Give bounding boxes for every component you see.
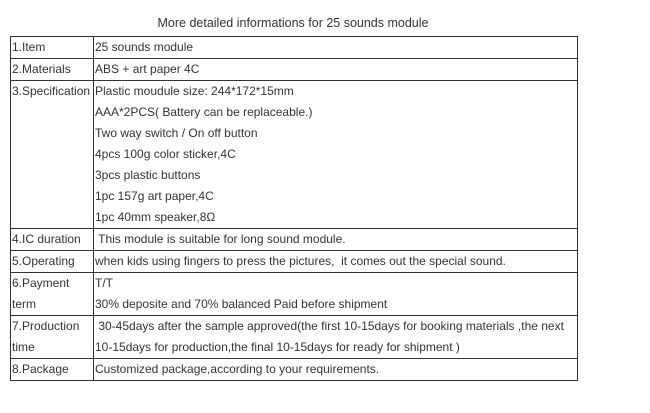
table-row bbox=[11, 273, 578, 316]
row-value-line: AAA*2PCS( Battery can be replaceable.) bbox=[95, 105, 313, 119]
row-value-line: T/T bbox=[95, 276, 113, 290]
row-label-line: 1.Item bbox=[12, 40, 46, 54]
row-value bbox=[94, 229, 578, 251]
row-label bbox=[11, 273, 94, 316]
spec-table-body bbox=[11, 37, 578, 381]
row-label-line: 2.Materials bbox=[12, 62, 71, 76]
table-row bbox=[11, 81, 578, 229]
row-value-line: Customized package,according to your requirements. bbox=[95, 362, 380, 376]
table-row bbox=[11, 59, 578, 81]
row-value-line: 10-15days for production,the final 10-15days for ready for shipment ) bbox=[95, 340, 460, 354]
row-value-line: when kids using fingers to press the pictures, it comes out the special sound. bbox=[95, 254, 506, 268]
row-label-line: 6.Payment bbox=[12, 276, 70, 290]
table-row bbox=[11, 316, 578, 359]
row-label bbox=[11, 59, 94, 81]
row-value-line: Plastic moudule size: 244*172*15mm bbox=[95, 84, 294, 98]
row-label bbox=[11, 251, 94, 273]
document-title: More detailed informations for 25 sounds module bbox=[157, 16, 429, 30]
row-value bbox=[94, 37, 578, 59]
row-label bbox=[11, 316, 94, 359]
row-label-line: time bbox=[12, 340, 35, 354]
row-label bbox=[11, 81, 94, 229]
row-value-line: 25 sounds module bbox=[95, 40, 194, 54]
row-label-line: 3.Specification bbox=[12, 84, 91, 98]
row-value-line: Two way switch / On off button bbox=[95, 126, 258, 140]
row-value bbox=[94, 273, 578, 316]
row-label-line: 7.Production bbox=[12, 319, 80, 333]
row-label bbox=[11, 37, 94, 59]
row-value bbox=[94, 251, 578, 273]
row-value-line: This module is suitable for long sound module. bbox=[95, 232, 346, 246]
row-value-line: 30% deposite and 70% balanced Paid before shipment bbox=[95, 297, 388, 311]
row-value bbox=[94, 59, 578, 81]
row-label bbox=[11, 359, 94, 381]
spec-table bbox=[10, 36, 578, 381]
row-label-line: term bbox=[12, 297, 36, 311]
row-label bbox=[11, 229, 94, 251]
row-value-line: ABS + art paper 4C bbox=[95, 62, 200, 76]
row-value-line: 4pcs 100g color sticker,4C bbox=[95, 147, 236, 161]
row-value-line: 1pc 40mm speaker,8Ω bbox=[95, 210, 216, 224]
row-label-line: 8.Package bbox=[12, 362, 69, 376]
row-label-line: 5.Operating bbox=[12, 254, 75, 268]
row-value-line: 30-45days after the sample approved(the first 10-15days for booking materials ,the next bbox=[95, 319, 564, 333]
row-label-line: 4.IC duration bbox=[12, 232, 81, 246]
row-value bbox=[94, 359, 578, 381]
table-row bbox=[11, 251, 578, 273]
row-value-line: 1pc 157g art paper,4C bbox=[95, 189, 214, 203]
row-value-line: 3pcs plastic buttons bbox=[95, 168, 201, 182]
row-value bbox=[94, 81, 578, 229]
table-row bbox=[11, 359, 578, 381]
table-row bbox=[11, 37, 578, 59]
table-row bbox=[11, 229, 578, 251]
row-value bbox=[94, 316, 578, 359]
